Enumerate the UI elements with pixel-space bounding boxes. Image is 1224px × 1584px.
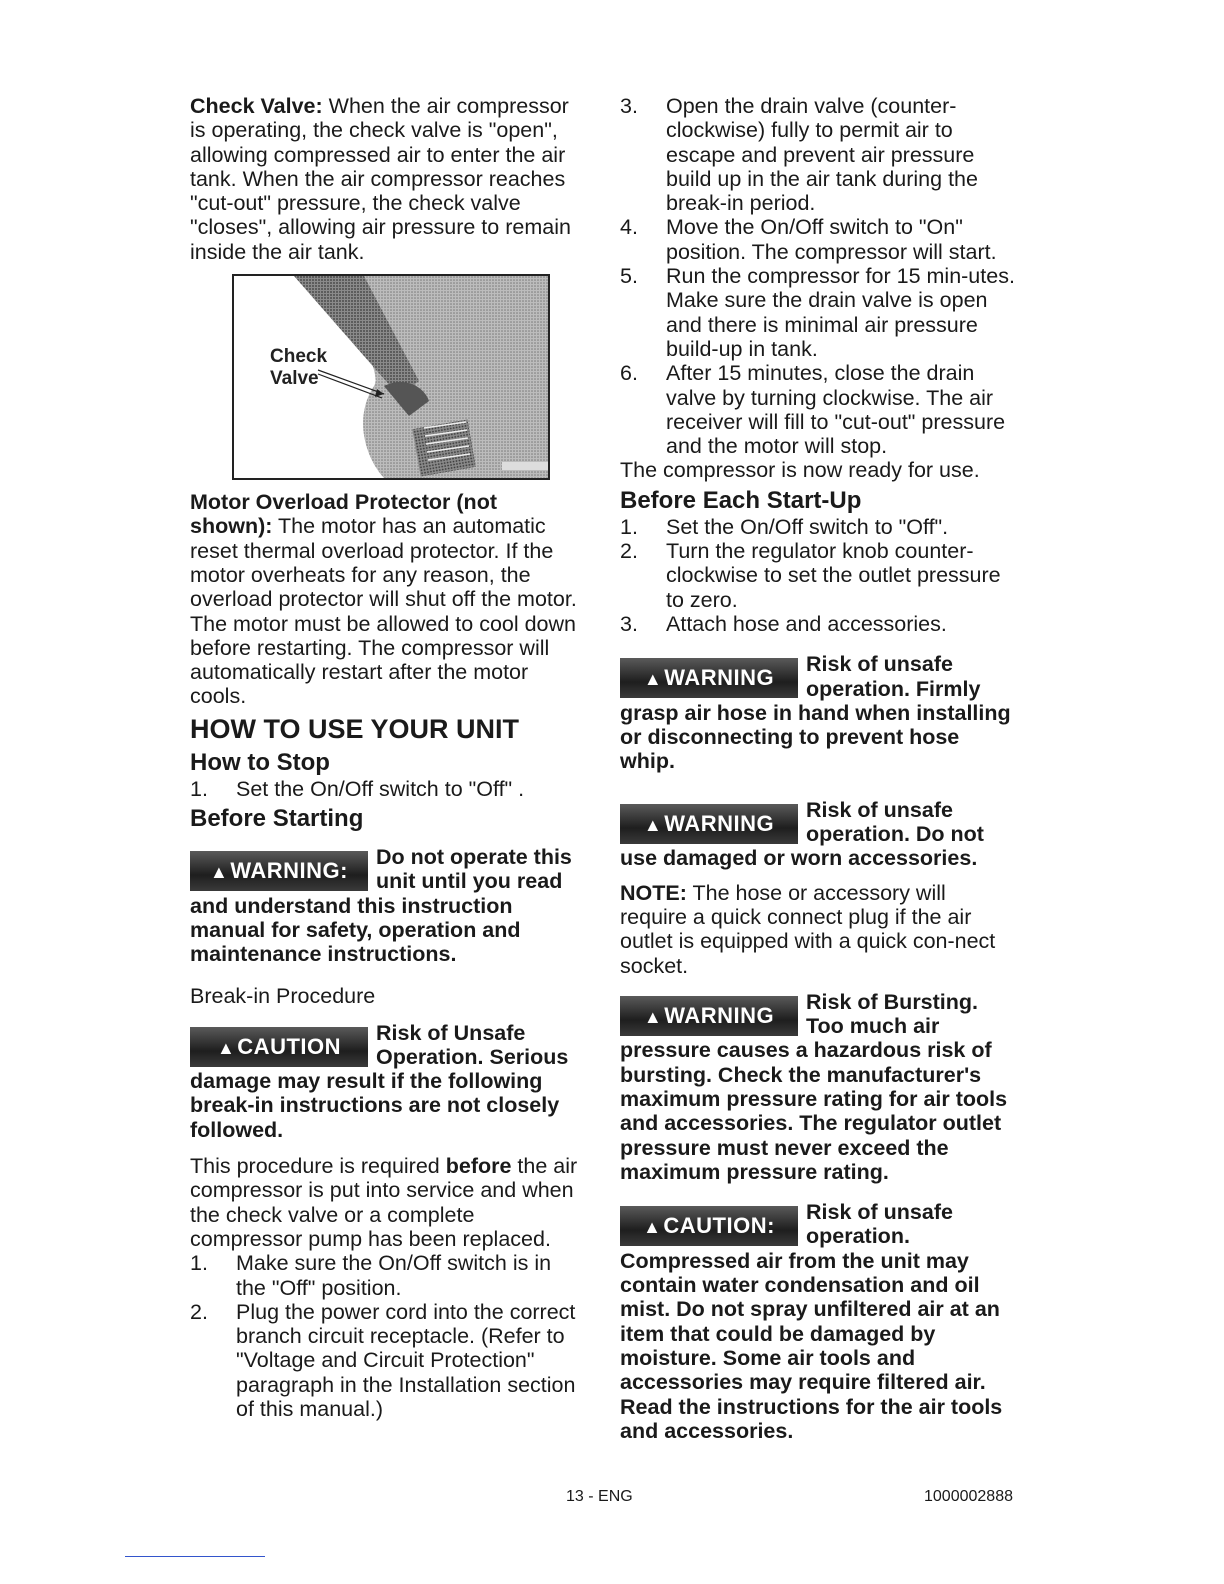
step-text: Set the On/Off switch to "Off". [666,514,949,539]
before-starting-heading: Before Starting [190,805,364,833]
list-item [620,94,1018,215]
warning-badge [620,996,798,1036]
step-text: Set the On/Off switch to "Off" . [236,776,525,801]
warning-badge [190,851,368,891]
list-item [620,215,1018,264]
left-column [190,94,585,1421]
list-item [620,361,1018,458]
intro-text: the air compressor is put into service and when the check valve or a complete compressor pump has been replaced. [190,1154,578,1251]
warning-text: Risk of unsafe operation. Firmly grasp air hose in hand when installing or disconnecting to prevent hose whip. [620,652,1011,774]
step-number: 2. [620,539,638,564]
step-number: 3. [620,611,638,636]
check-valve-figure [232,274,550,480]
caution-badge-label: CAUTION [237,1033,342,1059]
check-valve-illustration [234,276,548,478]
step-number: 3. [620,94,638,118]
warning-badge [620,658,798,698]
caution-text: Risk of unsafe operation. Compressed air from the unit may contain water condensation and oil mist. Do not spray unfiltered air at an item that could be damaged by moisture. Some air tools and accessories may require filtered air. Read the instructions for the air tools and accessories. [620,1200,1003,1443]
warning-triangle-icon: ▲ [216,1037,236,1058]
warning-text: Risk of unsafe operation. Do not use damaged or worn accessories. [620,797,984,871]
warning-alert [620,798,1018,871]
note-paragraph [620,881,1018,978]
section-title: HOW TO USE YOUR UNIT [190,713,520,744]
warning-badge-label: WARNING [664,810,775,836]
step-text: Attach hose and accessories. [666,611,947,636]
warning-alert [190,845,585,966]
caution-badge [190,1027,368,1067]
step-text: Open the drain valve (counter-clockwise) fully to permit air to escape and prevent air pressure build up in the air tank during the break-in period. [666,94,978,216]
warning-text: Do not operate this unit until you read and understand this instruction manual for safety, operation and maintenance instructions. [190,845,572,967]
list-item [190,1300,585,1421]
warning-triangle-icon: ▲ [210,862,229,883]
warning-badge-label: WARNING [664,665,775,691]
step-text: Move the On/Off switch to "On" position. The compressor will start. [666,215,997,264]
note-text: The hose or accessory will require a quick connect plug if the air outlet is equipped with a quick con-nect socket. [620,880,996,978]
caution-alert [620,1200,1018,1443]
list-item [620,515,1018,539]
before-each-list [620,515,1018,636]
motor-overload-paragraph [190,490,585,709]
step-number: 1. [190,1251,208,1276]
warning-triangle-icon: ▲ [643,1217,662,1238]
intro-text: This procedure is required [190,1154,446,1179]
right-column [620,94,1018,1443]
step-text: Plug the power cord into the correct branch circuit receptacle. (Refer to "Voltage and Circuit Protection" paragraph in the Installation section of this manual.) [236,1299,576,1421]
break-in-steps-right [620,94,1018,458]
list-item [190,1251,585,1300]
how-to-stop-list [190,777,585,801]
step-number: 5. [620,264,638,289]
caution-badge [620,1206,798,1246]
step-text: Run the compressor for 15 min-utes. Make sure the drain valve is open and there is minimal air pressure build-up in tank. [666,264,1015,361]
list-item [620,264,1018,361]
before-each-heading: Before Each Start-Up [620,486,862,514]
step-number: 4. [620,215,638,240]
warning-badge-label: WARNING: [230,858,348,884]
warning-badge-label: WARNING [664,1002,775,1028]
figure-label-check: Check [270,346,328,368]
motor-overload-label: Motor Overload Protector (not shown): [190,490,497,539]
caution-text: Risk of Unsafe Operation. Serious damage may result if the following break-in instructions are not closely followed. [190,1020,569,1142]
warning-triangle-icon: ▲ [643,814,663,835]
warning-badge [620,804,798,844]
warning-alert [620,990,1018,1184]
break-in-intro [190,1154,585,1251]
document-number: 1000002888 [924,1488,1013,1505]
warning-triangle-icon: ▲ [643,669,663,690]
step-number: 1. [620,514,638,539]
warning-alert [620,652,1018,773]
caution-alert [190,1021,585,1142]
warning-triangle-icon: ▲ [643,1006,663,1027]
check-valve-label: Check Valve: [190,94,323,118]
page-number: 13 - ENG [566,1488,633,1505]
step-text: Turn the regulator knob counter-clockwise to set the outlet pressure to zero. [666,539,1001,612]
list-item [190,777,585,801]
break-in-steps-left [190,1251,585,1421]
motor-overload-text: The motor has an automatic reset thermal overload protector. If the motor overheats for any reason, the overload protector will shut off the motor. The motor must be allowed to cool down before restarting. The compressor will automatically restart after the motor cools. [190,514,577,709]
divider [125,1556,265,1557]
step-number: 1. [190,776,208,801]
how-to-stop-heading: How to Stop [190,748,330,776]
list-item [620,612,1018,636]
ready-text: The compressor is now ready for use. [620,458,980,483]
note-label: NOTE: [620,880,687,905]
break-in-heading: Break-in Procedure [190,983,376,1008]
caution-badge-label: CAUTION: [663,1213,775,1239]
step-text: Make sure the On/Off switch is in the "Off" position. [236,1251,552,1300]
intro-bold: before [445,1154,512,1179]
step-text: After 15 minutes, close the drain valve by turning clockwise. The air receiver will fill to "cut-out" pressure and the motor will stop. [666,361,1006,459]
step-number: 6. [620,361,638,386]
list-item [620,539,1018,612]
warning-text: Risk of Bursting. Too much air pressure causes a hazardous risk of bursting. Check the manufacturer's maximum pressure rating for air tools and accessories. The regulator outlet pressure must never exceed the maximum pressure rating. [620,989,1008,1184]
step-number: 2. [190,1299,208,1324]
check-valve-text: When the air compressor is operating, the check valve is "open", allowing compressed air to enter the air tank. When the air compressor reaches "cut-out" pressure, the check valve "closes", allowing air pressure to remain inside the air tank. [190,94,571,264]
figure-label-valve: Valve [270,368,319,390]
check-valve-paragraph [190,94,585,264]
